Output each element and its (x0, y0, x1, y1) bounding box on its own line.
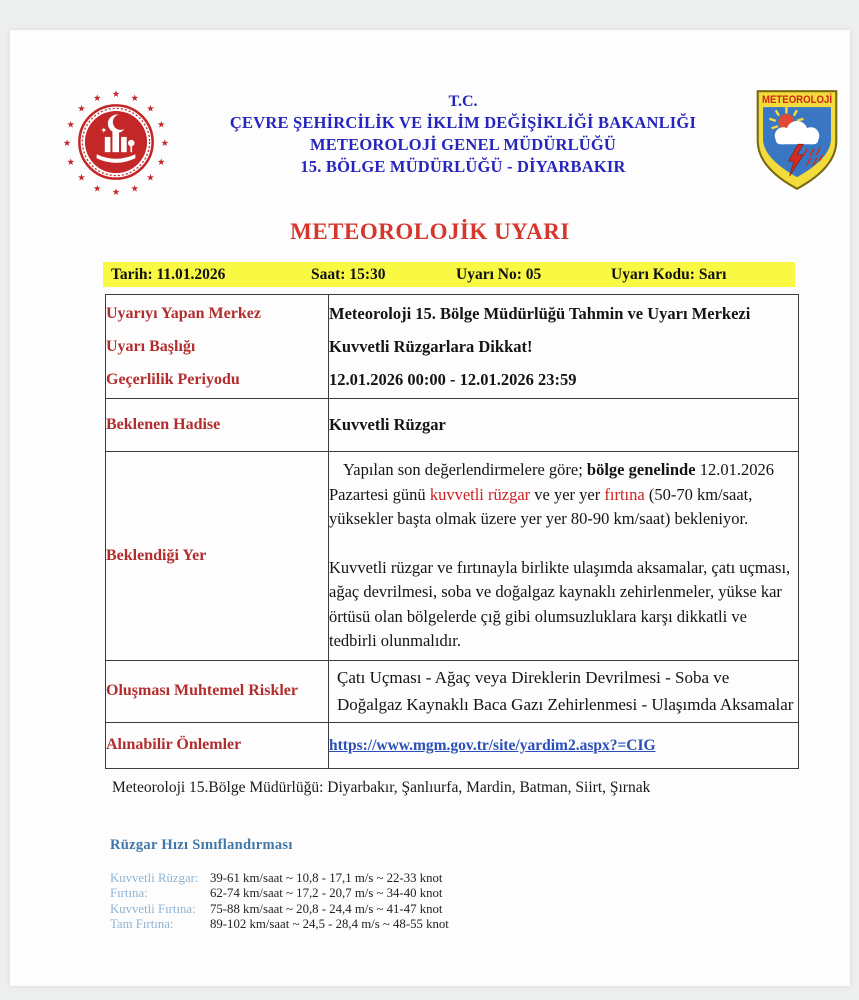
table-row-precautions (106, 722, 799, 768)
table-row-issuer (106, 295, 799, 399)
tc-ministry-emblem-icon (60, 86, 172, 203)
svg-text:★: ★ (157, 156, 166, 168)
wind-classification-heading: Rüzgar Hızı Sınıflandırması (110, 836, 293, 853)
wind-class-label: Kuvvetli Fırtına: (110, 901, 196, 916)
wind-class-row-storm (110, 886, 850, 902)
table-row-possible-risks (106, 660, 799, 722)
svg-text:★: ★ (146, 103, 155, 115)
document-header (10, 30, 850, 203)
svg-text:★: ★ (93, 183, 102, 195)
wind-class-row-strong-wind (110, 871, 850, 887)
header-ministry: ÇEVRE ŞEHİRCİLİK VE İKLİM DEĞİŞİKLİĞİ BAKANLIĞI (229, 113, 697, 132)
warning-table (105, 294, 799, 769)
label-warning-title: Uyarı Başlığı (106, 338, 196, 355)
wind-class-label: Kuvvetli Rüzgar: (110, 870, 199, 885)
info-time: Saat: 15:30 (311, 265, 386, 283)
svg-text:★: ★ (77, 103, 86, 115)
svg-text:★: ★ (63, 138, 72, 150)
info-date: Tarih: 11.01.2026 (111, 265, 226, 283)
info-warning-code: Uyarı Kodu: Sarı (611, 265, 727, 283)
svg-text:★: ★ (66, 119, 75, 131)
header-directorate: METEOROLOJİ GENEL MÜDÜRLÜĞÜ (309, 135, 617, 154)
svg-text:★: ★ (130, 183, 139, 195)
svg-text:✦: ✦ (100, 124, 108, 135)
svg-text:★: ★ (130, 92, 139, 104)
wind-class-value: 75-88 km/saat ~ 20,8 - 24,4 m/s ~ 41-47 knot (210, 901, 443, 916)
wind-classification-section (110, 837, 850, 933)
header-region: 15. BÖLGE MÜDÜRLÜĞÜ - DİYARBAKIR (300, 157, 626, 176)
value-possible-risks: Çatı Uçması - Ağaç veya Direklerin Devrilmesi - Soba ve Doğalgaz Kaynaklı Baca Gazı Zehirlenmesi - Ulaşımda Aksamalar (329, 660, 799, 722)
wind-class-row-strong-storm (110, 902, 850, 918)
wind-class-value: 89-102 km/saat ~ 24,5 - 28,4 m/s ~ 48-55 knot (210, 917, 449, 931)
region-coverage-note: Meteoroloji 15.Bölge Müdürlüğü: Diyarbakır, Şanlıurfa, Mardin, Batman, Siirt, Şırnak (112, 778, 651, 796)
svg-text:★: ★ (146, 172, 155, 184)
svg-text:★: ★ (77, 172, 86, 184)
value-issuing-center: Meteoroloji 15. Bölge Müdürlüğü Tahmin ve Uyarı Merkezi (329, 304, 751, 323)
label-issuing-center: Uyarıyı Yapan Merkez (106, 305, 261, 322)
warning-document-page (10, 30, 850, 986)
expected-area-paragraph-1: Yapılan son değerlendirmelere göre; bölge genelinde 12.01.2026 Pazartesi günü kuvvetli rüzgar ve yer yer fırtına (50-70 km/saat, yüksekler başta olmak üzere yer yer 80-90 km/saat) bekleniyor. (329, 460, 774, 528)
header-title-block (172, 92, 754, 178)
wind-class-value: 39-61 km/saat ~ 10,8 - 17,1 m/s ~ 22-33 knot (210, 870, 443, 885)
svg-text:★: ★ (93, 92, 102, 104)
table-row-expected-area (106, 452, 799, 661)
svg-text:★: ★ (66, 156, 75, 168)
wind-class-row-full-storm (110, 917, 850, 933)
wind-class-value: 62-74 km/saat ~ 17,2 - 20,7 m/s ~ 34-40 knot (210, 886, 443, 900)
svg-text:★: ★ (111, 89, 121, 101)
wind-class-label: Tam Fırtına: (110, 917, 174, 931)
table-row-expected-event (106, 399, 799, 452)
wind-class-label: Fırtına: (110, 886, 148, 900)
svg-text:METEOROLOJİ: METEOROLOJİ (761, 93, 840, 106)
page-title: METEOROLOJİK UYARI (290, 219, 570, 244)
meteoroloji-shield-icon (754, 88, 840, 197)
warning-info-bar (103, 262, 795, 287)
label-possible-risks: Oluşması Muhtemel Riskler (106, 660, 329, 722)
info-warning-no: Uyarı No: 05 (456, 265, 542, 283)
value-warning-title: Kuvvetli Rüzgarlara Dikkat! (329, 337, 533, 356)
svg-text:★: ★ (157, 119, 166, 131)
svg-text:★: ★ (160, 138, 169, 150)
label-validity-period: Geçerlilik Periyodu (106, 371, 240, 388)
expected-area-paragraph-2: Kuvvetli rüzgar ve fırtınayla birlikte ulaşımda aksamalar, çatı uçması, ağaç devrilmesi, soba ve doğalgaz kaynaklı zehirlenmeler, yükse kar örtüsü olan bölgelerde çığ gibi olumsuzluklara karşı dikkatli ve tedbirli olunmalıdır. (329, 557, 791, 650)
label-precautions: Alınabilir Önlemler (106, 722, 329, 768)
svg-text:★: ★ (111, 186, 121, 198)
label-expected-area: Beklendiği Yer (106, 452, 329, 661)
value-validity-period: 12.01.2026 00:00 - 12.01.2026 23:59 (329, 370, 577, 389)
value-expected-event: Kuvvetli Rüzgar (329, 399, 799, 452)
label-expected-event: Beklenen Hadise (106, 399, 329, 452)
header-tc: T.C. (448, 93, 478, 110)
precautions-link[interactable]: https://www.mgm.gov.tr/site/yardim2.aspx?=CIG (329, 737, 656, 754)
